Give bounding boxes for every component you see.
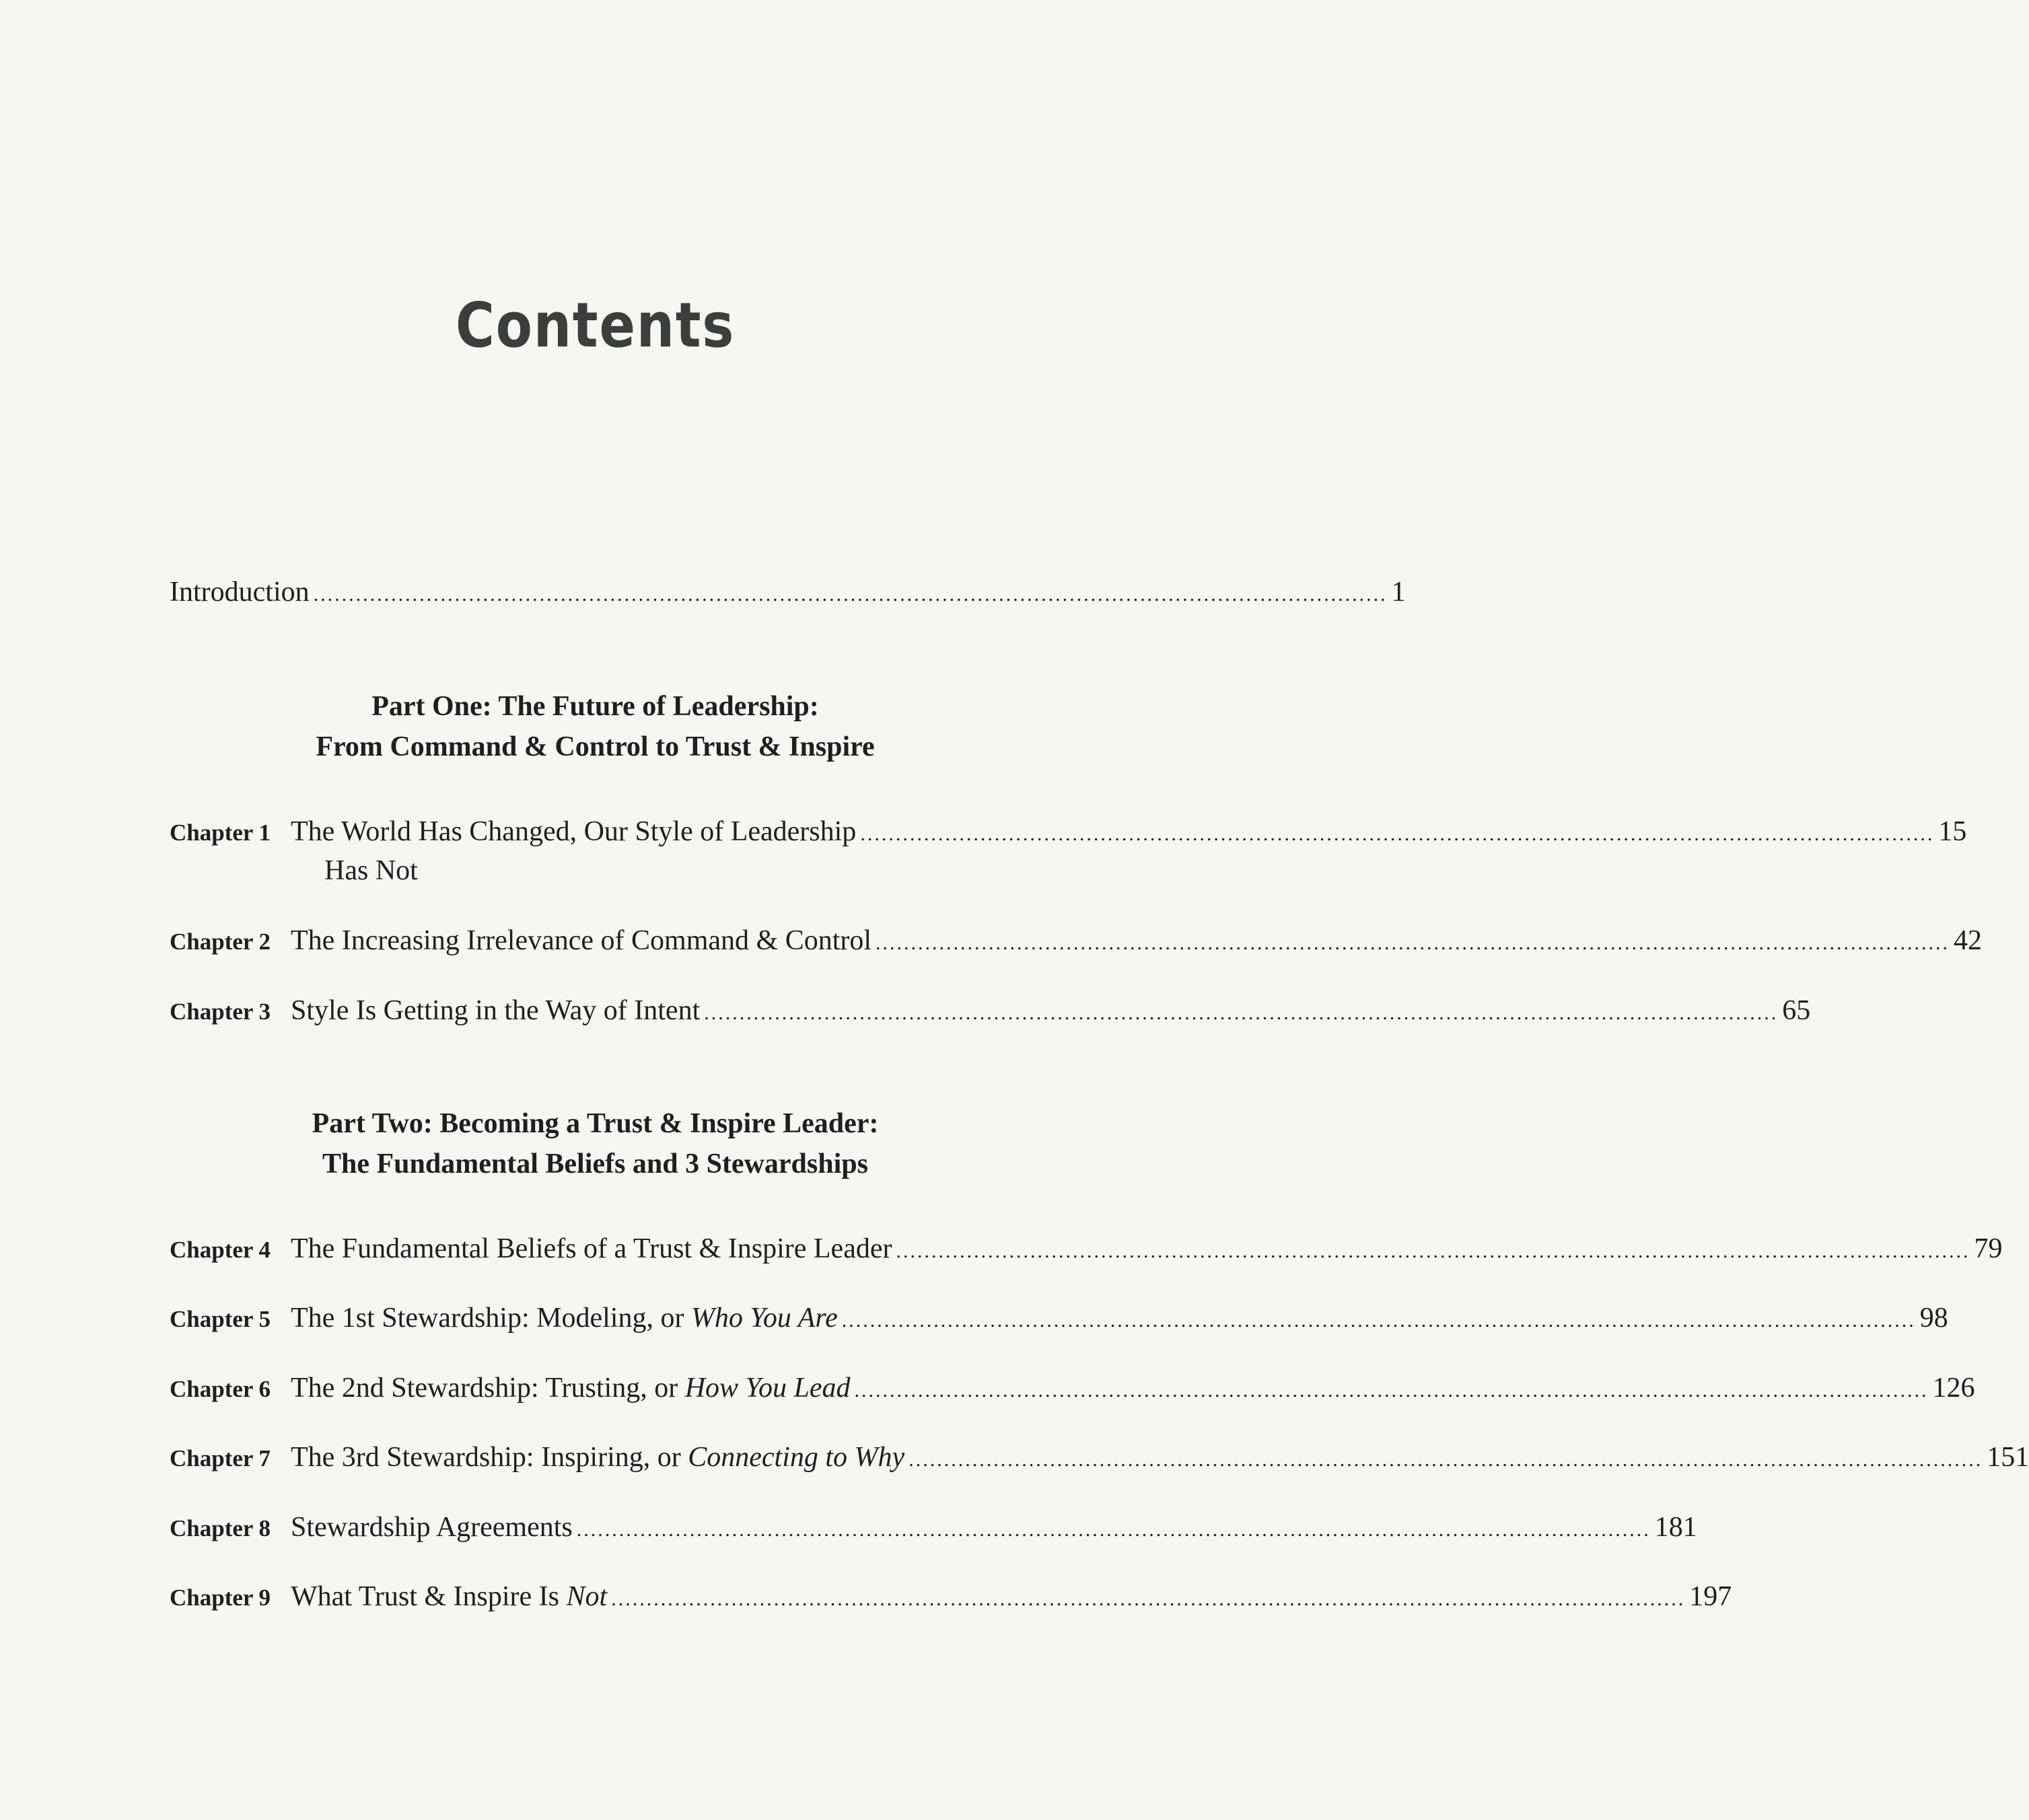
chapter-label: Chapter 1 <box>170 820 271 846</box>
leader-dots: ........................................................................................................................................................ <box>313 583 1388 606</box>
part-heading-line: From Command & Control to Trust & Inspire <box>316 731 875 762</box>
toc-page-number: 15 <box>1938 816 1967 847</box>
chapter-title: The Fundamental Beliefs of a Trust & Inspire Leader <box>291 1233 892 1264</box>
chapter-title-text: The 3rd Stewardship: Inspiring, or <box>291 1442 688 1473</box>
chapter-label: Chapter 8 <box>170 1515 271 1541</box>
toc-entry-chapter-2 <box>170 922 1983 962</box>
part-heading-line: Part Two: Becoming a Trust & Inspire Leader: <box>312 1108 879 1139</box>
toc-entry-chapter-1 <box>170 813 1967 853</box>
toc-entry-chapter-7 <box>170 1439 2029 1479</box>
chapter-title-italic: How You Lead <box>684 1373 851 1404</box>
toc-entry-title: Introduction <box>170 577 310 608</box>
toc-page-number: 65 <box>1782 995 1811 1026</box>
part-one-heading <box>0 686 1190 767</box>
chapter-title: The World Has Changed, Our Style of Leadership <box>291 816 857 847</box>
leader-dots: ........................................................................................................................................................ <box>854 1379 1929 1402</box>
toc-entry-introduction <box>170 573 1406 614</box>
toc-page-number: 79 <box>1974 1233 2003 1264</box>
chapter-title: Stewardship Agreements <box>291 1512 573 1543</box>
chapter-title-text: The 2nd Stewardship: Trusting, or <box>291 1373 685 1404</box>
leader-dots: ........................................................................................................................................................ <box>611 1588 1686 1610</box>
leader-dots: ........................................................................................................................................................ <box>896 1240 1970 1262</box>
chapter-label: Chapter 6 <box>170 1376 271 1402</box>
toc-entry-chapter-4 <box>170 1230 2003 1270</box>
chapter-label: Chapter 3 <box>170 998 271 1025</box>
toc-page-number: 151 <box>1987 1442 2029 1473</box>
chapter-title: Style Is Getting in the Way of Intent <box>291 995 701 1026</box>
toc-entry-chapter-5 <box>170 1299 1948 1340</box>
leader-dots: ........................................................................................................................................................ <box>704 1002 1779 1024</box>
chapter-label: Chapter 2 <box>170 929 271 955</box>
leader-dots: ........................................................................................................................................................ <box>909 1449 1983 1471</box>
chapter-label: Chapter 4 <box>170 1237 271 1263</box>
chapter-title-italic: Not <box>566 1581 608 1612</box>
part-two-heading <box>0 1103 1190 1184</box>
page-title: Contents <box>455 289 736 361</box>
toc-entry-chapter-9 <box>170 1578 1732 1618</box>
leader-dots: ........................................................................................................................................................ <box>876 932 1950 954</box>
chapter-title-continuation: Has Not <box>324 855 418 886</box>
toc-page-number: 126 <box>1932 1373 1975 1404</box>
leader-dots: ........................................................................................................................................................ <box>841 1309 1916 1332</box>
chapter-title <box>291 1439 904 1476</box>
chapter-title-text: The 1st Stewardship: Modeling, or <box>291 1303 691 1334</box>
chapter-title <box>291 1578 607 1615</box>
chapter-title-text: What Trust & Inspire Is <box>291 1581 567 1612</box>
chapter-label: Chapter 5 <box>170 1306 271 1332</box>
toc-page-number: 197 <box>1689 1581 1732 1612</box>
chapter-label: Chapter 7 <box>170 1445 271 1471</box>
toc-entry-chapter-6 <box>170 1369 1975 1410</box>
leader-dots: ........................................................................................................................................................ <box>576 1519 1651 1541</box>
chapter-title-italic: Connecting to Why <box>688 1442 905 1473</box>
toc-page-number: 181 <box>1654 1512 1697 1543</box>
chapter-title <box>291 1369 851 1407</box>
toc-page-number: 42 <box>1954 925 1983 956</box>
chapter-title <box>291 1299 838 1337</box>
chapter-title-italic: Who You Are <box>690 1303 838 1334</box>
leader-dots: ........................................................................................................................................................ <box>860 823 1935 845</box>
toc-page-number: 1 <box>1391 577 1406 608</box>
chapter-label: Chapter 9 <box>170 1585 271 1611</box>
part-heading-line: Part One: The Future of Leadership: <box>371 691 819 722</box>
toc-page-number: 98 <box>1919 1303 1948 1334</box>
toc-entry-chapter-3 <box>170 992 1811 1032</box>
part-heading-line: The Fundamental Beliefs and 3 Stewardships <box>322 1149 868 1179</box>
chapter-title: The Increasing Irrelevance of Command & Control <box>291 925 872 956</box>
toc-entry-chapter-8 <box>170 1508 1697 1549</box>
